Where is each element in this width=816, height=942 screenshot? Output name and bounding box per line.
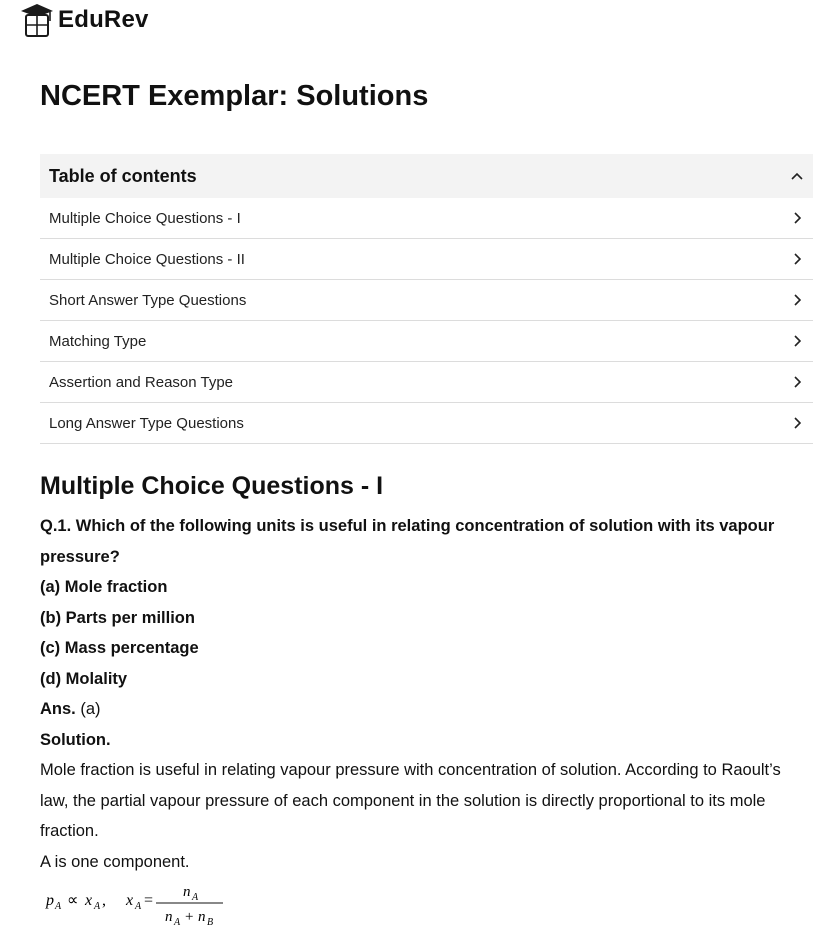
- toc-item-label: Multiple Choice Questions - I: [49, 209, 241, 227]
- toc-item-label: Assertion and Reason Type: [49, 373, 234, 391]
- toc-item-short-answer[interactable]: [40, 280, 813, 321]
- answer-value: (a): [80, 700, 101, 718]
- formula-rhs-sub: A: [94, 901, 101, 912]
- brand-logo[interactable]: [18, 2, 149, 38]
- formula-plus: +: [185, 909, 194, 925]
- formula-eq-var: x: [126, 892, 134, 909]
- formula-den-var2: n: [198, 909, 206, 925]
- formula: [40, 883, 800, 931]
- formula-num-var: n: [183, 884, 191, 900]
- solution-label: Solution.: [40, 730, 111, 749]
- option-a: (a) Mole fraction: [40, 578, 168, 596]
- formula-comma: ,: [102, 892, 106, 909]
- toc-item-mcq-2[interactable]: [40, 239, 813, 280]
- answer-label: Ans.: [40, 700, 76, 718]
- page-title: NCERT Exemplar: Solutions: [40, 80, 429, 112]
- formula-lhs-sub: A: [55, 901, 62, 912]
- toc-item-label: Multiple Choice Questions - II: [49, 250, 245, 268]
- section-title: Multiple Choice Questions - I: [40, 472, 384, 500]
- toc-item-matching[interactable]: [40, 321, 813, 362]
- formula-equals: =: [144, 892, 154, 909]
- toc-item-label: Matching Type: [49, 332, 147, 350]
- formula-den-sub1: A: [174, 917, 181, 928]
- graduation-cap-icon: [18, 2, 56, 38]
- option-c: (c) Mass percentage: [40, 639, 199, 657]
- table-of-contents: [40, 154, 813, 444]
- toc-item-label: Short Answer Type Questions: [49, 291, 247, 309]
- option-b: (b) Parts per million: [40, 608, 195, 627]
- toc-title: Table of contents: [49, 165, 197, 186]
- chevron-right-icon: [790, 375, 804, 389]
- chevron-right-icon: [790, 252, 804, 266]
- toc-item-long-answer[interactable]: [40, 403, 813, 444]
- chevron-right-icon: [790, 293, 804, 307]
- answer-line: [40, 694, 800, 725]
- toc-header[interactable]: [40, 154, 813, 198]
- question-content: [40, 511, 800, 931]
- component-text: A is one component.: [40, 852, 190, 871]
- formula-den-sub2: B: [207, 917, 214, 928]
- question-text: Q.1. Which of the following units is useful in relating concentration of solution with its vapour pressure?: [40, 517, 775, 566]
- chevron-right-icon: [790, 211, 804, 225]
- formula-rhs-var: x: [85, 892, 93, 909]
- formula-num-sub: A: [192, 892, 199, 903]
- solution-text: Mole fraction is useful in relating vapour pressure with concentration of solution. According to Raoult’s law, the partial vapour pressure of each component in the solution is directly proportional to its mole fraction.: [40, 761, 781, 840]
- formula-den-var1: n: [165, 909, 173, 925]
- formula-eq-sub: A: [135, 901, 142, 912]
- chevron-up-icon: [790, 169, 804, 183]
- toc-item-label: Long Answer Type Questions: [49, 414, 244, 432]
- option-d: (d) Molality: [40, 669, 128, 688]
- formula-propto: ∝: [67, 892, 79, 909]
- toc-item-assertion-reason[interactable]: [40, 362, 813, 403]
- chevron-right-icon: [790, 416, 804, 430]
- brand-name: EduRev: [58, 6, 149, 33]
- formula-lhs-var: p: [46, 892, 54, 909]
- chevron-right-icon: [790, 334, 804, 348]
- toc-item-mcq-1[interactable]: [40, 198, 813, 239]
